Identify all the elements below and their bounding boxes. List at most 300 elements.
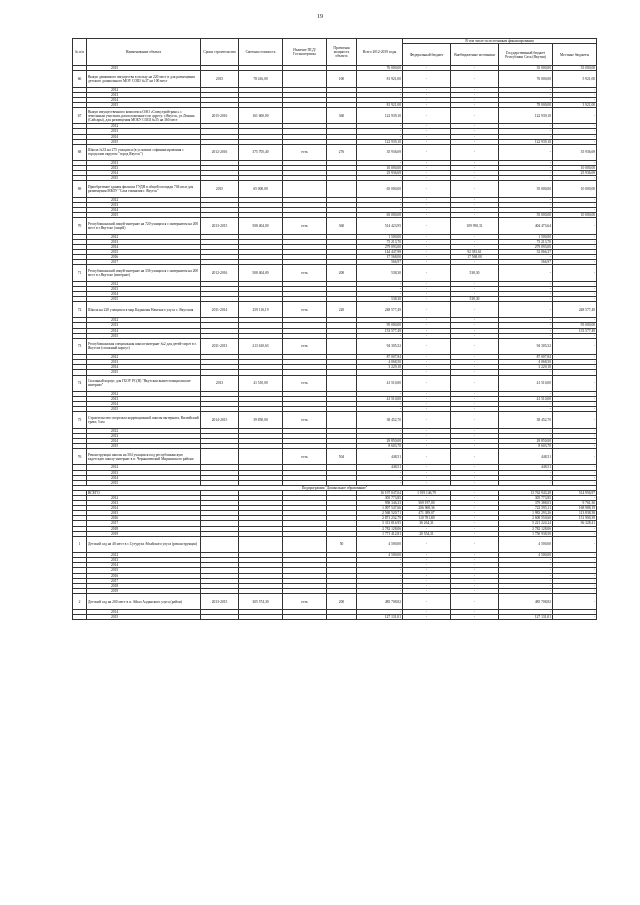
row-num: 68: [73, 144, 87, 160]
federal-value: -: [403, 480, 451, 485]
object-name: Республиканский лицей-интернат на 336 учащихся с интернатом на 200 мест в г.Якутске (интернат): [87, 265, 201, 281]
year-label: 2015: [87, 296, 201, 301]
extra-value: -: [451, 412, 499, 428]
object-name: Школа на 220 учащихся в мкр.Кадыкчан Намского улуса с. Якутская: [87, 301, 201, 317]
federal-value: -: [403, 558, 451, 563]
construction-term: 2011-2014: [201, 301, 239, 317]
local-value: -: [553, 249, 597, 254]
row-num: 75: [73, 412, 87, 428]
project-capacity: [327, 615, 357, 620]
federal-value: -: [403, 234, 451, 239]
total-value: -: [357, 318, 403, 323]
republic-value: -: [499, 328, 553, 333]
psd-status: есть: [283, 338, 327, 354]
year-label: 2014: [87, 97, 201, 102]
total-value: -: [357, 161, 403, 166]
republic-value: -: [499, 588, 553, 593]
psd-status: есть: [283, 144, 327, 160]
year-label: 2014: [87, 291, 201, 296]
year-label: 2012: [87, 281, 201, 286]
row-num: 74: [73, 375, 87, 391]
year-label: 2013: [87, 286, 201, 291]
extra-value: -: [451, 470, 499, 475]
year-label: 2013: [87, 501, 201, 506]
total-value: 1 097 547,66: [357, 506, 403, 511]
year-label: 2019: [87, 531, 201, 536]
project-capacity: [327, 181, 357, 197]
republic-value: 404 473,64: [499, 218, 553, 234]
header-local: Местные бюджеты: [553, 44, 597, 66]
republic-value: -: [499, 286, 553, 291]
extra-value: -: [451, 124, 499, 129]
local-value: 514 956,97: [553, 490, 597, 495]
year-label: 2016: [87, 573, 201, 578]
local-value: -: [553, 234, 597, 239]
total-value: -: [357, 610, 403, 615]
federal-value: -: [403, 563, 451, 568]
extra-value: -: [451, 365, 499, 370]
year-label: 2013: [87, 470, 201, 475]
republic-value: -: [499, 281, 553, 286]
republic-value: -: [499, 407, 553, 412]
federal-value: -: [403, 526, 451, 531]
total-value: -: [357, 480, 403, 485]
extra-value: -: [451, 239, 499, 244]
estimated-cost: 213 610,63: [239, 338, 283, 354]
republic-value: -: [499, 563, 553, 568]
project-capacity: [327, 375, 357, 391]
local-value: 168 988,19: [553, 506, 597, 511]
object-row: [73, 412, 597, 428]
estimated-cost: 508 404,00: [239, 218, 283, 234]
year-label: 2015: [87, 249, 201, 254]
estimated-cost: 39 850,00: [239, 412, 283, 428]
local-value: -: [553, 286, 597, 291]
year-label: 2014: [87, 506, 201, 511]
republic-value: 305 773,85: [499, 495, 553, 500]
federal-value: -: [403, 286, 451, 291]
year-label: 2014: [87, 208, 201, 213]
total-value: 279 093,00: [357, 244, 403, 249]
republic-value: -: [499, 558, 553, 563]
local-value: -: [553, 296, 597, 301]
object-row: [73, 218, 597, 234]
year-label: 2014: [87, 402, 201, 407]
local-value: -: [553, 588, 597, 593]
object-name: Приобретение здания филиала ГУДН в общей площади 704 кв.м для размещения МБОУ "Саха гимназия г. Якутск": [87, 181, 201, 197]
local-value: -: [553, 495, 597, 500]
republic-value: -: [499, 197, 553, 202]
local-value: -: [553, 407, 597, 412]
federal-value: 569 197,00: [403, 501, 451, 506]
total-value: -: [357, 286, 403, 291]
federal-value: -: [403, 391, 451, 396]
row-num: 1: [73, 536, 87, 552]
republic-value: -: [499, 428, 553, 433]
extra-value: 109 950,31: [451, 218, 499, 234]
local-value: -: [553, 558, 597, 563]
federal-value: -: [403, 97, 451, 102]
object-row: [73, 375, 597, 391]
extra-value: -: [451, 260, 499, 265]
federal-value: -: [403, 87, 451, 92]
republic-value: 5 221 224,24: [499, 521, 553, 526]
federal-value: -: [403, 355, 451, 360]
total-value: 485 708,82: [357, 593, 403, 609]
total-value: 29 850,00: [357, 438, 403, 443]
total-value: -: [357, 281, 403, 286]
total-value: 1 771 412,81: [357, 531, 403, 536]
local-value: -: [553, 412, 597, 428]
year-label: 2013: [87, 202, 201, 207]
republic-value: 448,51: [499, 449, 553, 465]
table-header: [73, 39, 597, 66]
estimated-cost: 305 574,30: [239, 593, 283, 609]
local-value: -: [553, 428, 597, 433]
extra-value: -: [451, 521, 499, 526]
local-value: -: [553, 87, 597, 92]
federal-value: -: [403, 593, 451, 609]
federal-value: 36 264,31: [403, 521, 451, 526]
federal-value: -: [403, 449, 451, 465]
local-value: -: [553, 433, 597, 438]
extra-value: -: [451, 244, 499, 249]
local-value: -: [553, 578, 597, 583]
project-capacity: 200: [327, 265, 357, 281]
total-value: -: [357, 208, 403, 213]
local-value: -: [553, 355, 597, 360]
year-label: 2015: [87, 443, 201, 448]
federal-value: -: [403, 181, 451, 197]
local-value: 35 000,00: [553, 66, 597, 71]
total-value: 958 346,33: [357, 501, 403, 506]
year-label: 2018: [87, 583, 201, 588]
republic-value: -: [499, 92, 553, 97]
psd-status: [283, 615, 327, 620]
total-value: -: [357, 563, 403, 568]
object-name: Школа №33 на 275 учащихся (в условиях софинансирования с городским округом "город Якутск"): [87, 144, 201, 160]
local-value: -: [553, 97, 597, 102]
federal-value: -: [403, 66, 451, 71]
header-capacity: Проектная мощность объекта: [327, 39, 357, 66]
republic-value: -: [499, 296, 553, 301]
header-republic: Государственный бюджет Республики Саха (Якутия): [499, 44, 553, 66]
local-value: -: [553, 239, 597, 244]
year-label: 2014: [87, 438, 201, 443]
local-value: -: [553, 281, 597, 286]
republic-value: 279 093,00: [499, 244, 553, 249]
estimated-cost: 375 705,40: [239, 144, 283, 160]
header-financing-group: В том числе по источникам финансирования: [403, 39, 597, 44]
republic-value: 2 608 550,60: [499, 516, 553, 521]
republic-value: 78 000,00: [499, 102, 553, 107]
republic-value: 127 131,01: [499, 615, 553, 620]
extra-value: -: [451, 407, 499, 412]
federal-value: -: [403, 318, 451, 323]
construction-term: 2013-2015: [201, 218, 239, 234]
total-value: 41 510,00: [357, 396, 403, 401]
republic-value: 485 708,82: [499, 593, 553, 609]
page-number: 19: [317, 14, 323, 20]
object-row: [73, 107, 597, 123]
total-value: 4 500,00: [357, 536, 403, 552]
extra-value: 538,30: [451, 265, 499, 281]
federal-value: -: [403, 71, 451, 87]
federal-value: -: [403, 134, 451, 139]
extra-value: -: [451, 328, 499, 333]
total-value: -: [357, 391, 403, 396]
federal-value: -: [403, 265, 451, 281]
federal-value: -: [403, 328, 451, 333]
construction-term: 2011-2013: [201, 338, 239, 354]
federal-value: -: [403, 470, 451, 475]
republic-value: 566,97: [499, 260, 553, 265]
republic-value: -: [499, 433, 553, 438]
year-label: 2013: [87, 558, 201, 563]
year-label: 2013: [87, 360, 201, 365]
total-value: -: [357, 87, 403, 92]
object-row: [73, 449, 597, 465]
total-value: -: [357, 202, 403, 207]
total-value: -: [357, 134, 403, 139]
federal-value: 110 781,80: [403, 516, 451, 521]
year-label: 2015: [87, 66, 201, 71]
extra-value: -: [451, 234, 499, 239]
extra-value: -: [451, 465, 499, 470]
extra-value: -: [451, 171, 499, 176]
total-value: 2 871 232,79: [357, 516, 403, 521]
local-value: 35 936,69: [553, 144, 597, 160]
object-row: [73, 301, 597, 317]
local-value: -: [553, 465, 597, 470]
year-label: 2015: [87, 615, 201, 620]
total-value: 87 007,84: [357, 355, 403, 360]
federal-value: -: [403, 402, 451, 407]
project-capacity: 100: [327, 71, 357, 87]
project-capacity: 360: [327, 218, 357, 234]
extra-value: -: [451, 516, 499, 521]
local-value: -: [553, 291, 597, 296]
year-label: 2012: [87, 197, 201, 202]
total-value: 25 936,69: [357, 171, 403, 176]
object-name: Реконструкция школы на 504 учащихся под республиканскую кадетскую школу-интернат в п. Чернышевский Мирнинского района: [87, 449, 201, 465]
republic-value: -: [499, 291, 553, 296]
extra-value: -: [451, 102, 499, 107]
extra-value: -: [451, 593, 499, 609]
estimated-cost: 41 510,00: [239, 375, 283, 391]
header-cost: Сметная стоимость: [239, 39, 283, 66]
republic-value: 1 750 938,50: [499, 531, 553, 536]
local-value: -: [553, 470, 597, 475]
local-value: -: [553, 449, 597, 465]
extra-value: -: [451, 578, 499, 583]
year-label: 2015: [87, 102, 201, 107]
total-value: 1 500,00: [357, 234, 403, 239]
total-label: ВСЕГО: [87, 490, 201, 495]
year-label: 2014: [87, 134, 201, 139]
table-body: [73, 66, 597, 620]
psd-status: есть: [283, 218, 327, 234]
extra-value: -: [451, 338, 499, 354]
object-row: [73, 265, 597, 281]
estimated-cost: 78 416,00: [239, 71, 283, 87]
year-label: 2012: [87, 465, 201, 470]
local-value: -: [553, 402, 597, 407]
extra-value: -: [451, 181, 499, 197]
extra-value: -: [451, 355, 499, 360]
federal-value: -: [403, 338, 451, 354]
federal-value: -: [403, 588, 451, 593]
extra-value: -: [451, 568, 499, 573]
header-num: № п/п: [73, 39, 87, 66]
federal-value: -: [403, 281, 451, 286]
republic-value: -: [499, 583, 553, 588]
extra-value: -: [451, 71, 499, 87]
local-value: -: [553, 92, 597, 97]
republic-value: -: [499, 402, 553, 407]
republic-value: -: [499, 255, 553, 260]
local-value: -: [553, 568, 597, 573]
total-value: 3 229,18: [357, 365, 403, 370]
republic-value: 35 000,00: [499, 66, 553, 71]
total-value: 122 939,10: [357, 107, 403, 123]
extra-value: -: [451, 531, 499, 536]
extra-value: -: [451, 139, 499, 144]
republic-value: -: [499, 265, 553, 281]
extra-value: -: [451, 511, 499, 516]
psd-status: [283, 107, 327, 123]
project-capacity: 504: [327, 449, 357, 465]
extra-value: -: [451, 558, 499, 563]
extra-value: -: [451, 573, 499, 578]
year-label: 2014: [87, 171, 201, 176]
federal-value: -: [403, 166, 451, 171]
republic-value: 55 000,00: [499, 213, 553, 218]
header-federal: Федеральный бюджет: [403, 44, 451, 66]
total-value: -: [357, 470, 403, 475]
federal-value: -: [403, 144, 451, 160]
local-value: -: [553, 593, 597, 609]
header-extra: Внебюджетные источники: [451, 44, 499, 66]
local-value: -: [553, 563, 597, 568]
extra-value: -: [451, 134, 499, 139]
total-value: 95 000,00: [357, 323, 403, 328]
year-label: 2013: [87, 92, 201, 97]
project-capacity: [327, 412, 357, 428]
total-value: -: [357, 197, 403, 202]
year-label: 2012: [87, 87, 201, 92]
local-value: -: [553, 615, 597, 620]
extra-value: -: [451, 161, 499, 166]
total-value: -: [357, 370, 403, 375]
total-value: 81 921,00: [357, 102, 403, 107]
year-label: 2018: [87, 526, 201, 531]
total-value: 81 921,00: [357, 71, 403, 87]
year-label: 2015: [87, 568, 201, 573]
psd-status: есть: [283, 412, 327, 428]
federal-value: -: [403, 443, 451, 448]
year-label: 2012: [87, 355, 201, 360]
federal-value: -: [403, 375, 451, 391]
republic-value: -: [499, 370, 553, 375]
construction-term: 2012-2016: [201, 265, 239, 281]
republic-value: 41 510,00: [499, 396, 553, 401]
local-value: -: [553, 139, 597, 144]
extra-value: -: [451, 97, 499, 102]
federal-value: -: [403, 202, 451, 207]
row-num: 73: [73, 338, 87, 354]
estimated-cost: [239, 449, 283, 465]
extra-value: -: [451, 360, 499, 365]
extra-value: -: [451, 449, 499, 465]
row-num: [73, 615, 87, 620]
total-value: 448,51: [357, 465, 403, 470]
extra-value: 92 381,61: [451, 249, 499, 254]
total-value: 10 000,00: [357, 166, 403, 171]
extra-value: -: [451, 615, 499, 620]
estimated-cost: 65 000,00: [239, 181, 283, 197]
extra-value: -: [451, 375, 499, 391]
total-value: 538,30: [357, 296, 403, 301]
total-value: 76 000,00: [357, 66, 403, 71]
local-value: -: [553, 396, 597, 401]
extra-value: -: [451, 333, 499, 338]
year-label: 2015: [87, 370, 201, 375]
local-value: -: [553, 244, 597, 249]
total-value: 65 000,00: [357, 213, 403, 218]
total-value: -: [357, 558, 403, 563]
federal-value: -: [403, 129, 451, 134]
local-value: -: [553, 365, 597, 370]
extra-value: -: [451, 396, 499, 401]
local-value: 113 838,38: [553, 511, 597, 516]
year-label: 2015: [87, 407, 201, 412]
federal-value: -: [403, 573, 451, 578]
local-value: -: [553, 124, 597, 129]
year-label: 2014: [87, 610, 201, 615]
total-value: 248 577,49: [357, 301, 403, 317]
year-label: 2013: [87, 161, 201, 166]
republic-value: -: [499, 208, 553, 213]
local-value: 95 000,00: [553, 323, 597, 328]
republic-value: -: [499, 573, 553, 578]
federal-value: -: [403, 333, 451, 338]
psd-status: есть: [283, 301, 327, 317]
republic-value: 4 500,00: [499, 553, 553, 558]
republic-value: -: [499, 87, 553, 92]
republic-value: -: [499, 578, 553, 583]
local-value: -: [553, 526, 597, 531]
republic-value: 722 595,11: [499, 506, 553, 511]
local-value: -: [553, 370, 597, 375]
federal-value: -: [403, 249, 451, 254]
federal-value: 20 554,31: [403, 531, 451, 536]
construction-term: 2015: [201, 71, 239, 87]
project-capacity: 360: [327, 107, 357, 123]
total-value: 566,97: [357, 260, 403, 265]
republic-value: -: [499, 129, 553, 134]
extra-value: -: [451, 66, 499, 71]
financing-table: [72, 38, 597, 620]
republic-value: 75 213,70: [499, 239, 553, 244]
total-value: 4 500,00: [357, 553, 403, 558]
total-value: 538,30: [357, 265, 403, 281]
object-name: Республиканская специальная школа-интернат №2 для детей-сирот в г. Якутске (спальный корпус): [87, 338, 201, 354]
row-num: 70: [73, 218, 87, 234]
construction-term: 2014-2015: [201, 412, 239, 428]
section-title: Подпрограмма "Дошкольное образование": [73, 485, 597, 490]
extra-value: -: [451, 286, 499, 291]
